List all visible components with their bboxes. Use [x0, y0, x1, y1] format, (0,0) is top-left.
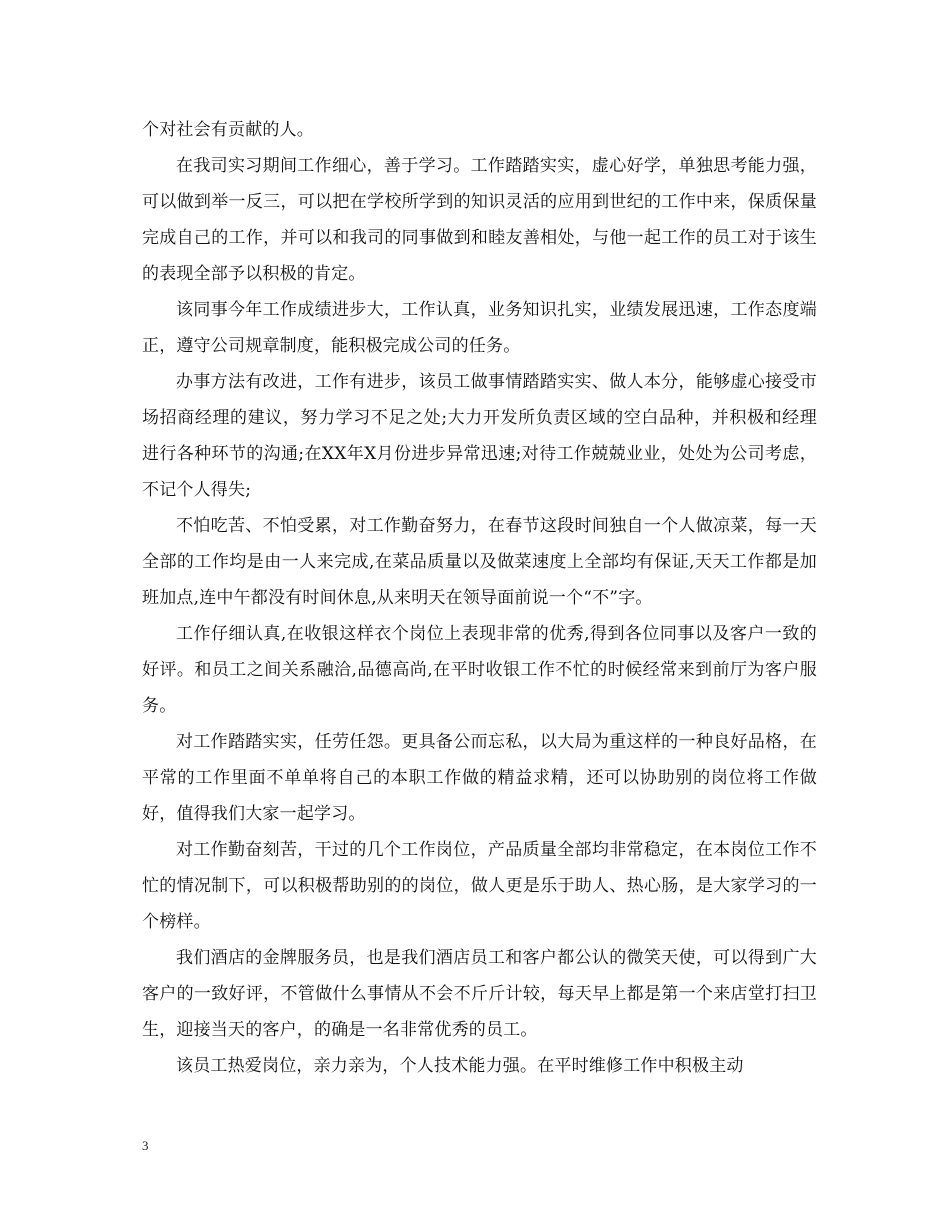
paragraph: 工作仔细认真,在收银这样衣个岗位上表现非常的优秀,得到各位同事以及客户一致的好评。和员工之间关系融洽,品德高尚,在平时收银工作不忙的时候经常来到前厅为客户服务。: [142, 624, 817, 716]
paragraph: 该同事今年工作成绩进步大，工作认真，业务知识扎实，业绩发展迅速，工作态度端正，遵守公司规章制度，能积极完成公司的任务。: [142, 300, 817, 356]
paragraph: 对工作勤奋刻苦，干过的几个工作岗位，产品质量全部均非常稳定，在本岗位工作不忙的情况制下，可以积极帮助别的的岗位，做人更是乐于助人、热心肠，是大家学习的一个榜样。: [142, 840, 817, 932]
paragraph: 该员工热爱岗位，亲力亲为，个人技术能力强。在平时维修工作中积极主动: [176, 1056, 744, 1076]
paragraph: 对工作踏踏实实，任劳任怨。更具备公而忘私，以大局为重这样的一种良好品格，在平常的工作里面不单单将自己的本职工作做的精益求精，还可以协助别的岗位将工作做好，值得我们大家一起学习。: [142, 732, 817, 824]
paragraph: 我们酒店的金牌服务员，也是我们酒店员工和客户都公认的微笑天使，可以得到广大客户的一致好评，不管做什么事情从不会不斤斤计较，每天早上都是第一个来店堂打扫卫生，迎接当天的客户，的确是一名非常优秀的员工。: [142, 948, 817, 1040]
paragraph: 在我司实习期间工作细心，善于学习。工作踏踏实实，虚心好学，单独思考能力强，可以做到举一反三，可以把在学校所学到的知识灵活的应用到世纪的工作中来，保质保量完成自己的工作，并可以和我司的同事做到和睦友善相处，与他一起工作的员工对于该生的表现全部予以积极的肯定。: [142, 156, 817, 284]
paragraph: 不怕吃苦、不怕受累，对工作勤奋努力，在春节这段时间独自一个人做凉菜，每一天全部的工作均是由一人来完成,在菜品质量以及做菜速度上全部均有保证,天天工作都是加班加点,连中午都没有时间休息,从来明天在领导面前说一个“不”字。: [142, 516, 817, 608]
page-number: 3: [142, 1138, 149, 1153]
paragraph: 个对社会有贡献的人。: [142, 120, 314, 140]
paragraph: 办事方法有改进，工作有进步，该员工做事情踏踏实实、做人本分，能够虚心接受市场招商经理的建议，努力学习不足之处;大力开发所负责区域的空白品种，并积极和经理进行各种环节的沟通;在XX年X月份进步异常迅速;对待工作兢兢业业，处处为公司考虑，不记个人得失;: [142, 372, 817, 500]
document-body: [142, 112, 817, 1084]
